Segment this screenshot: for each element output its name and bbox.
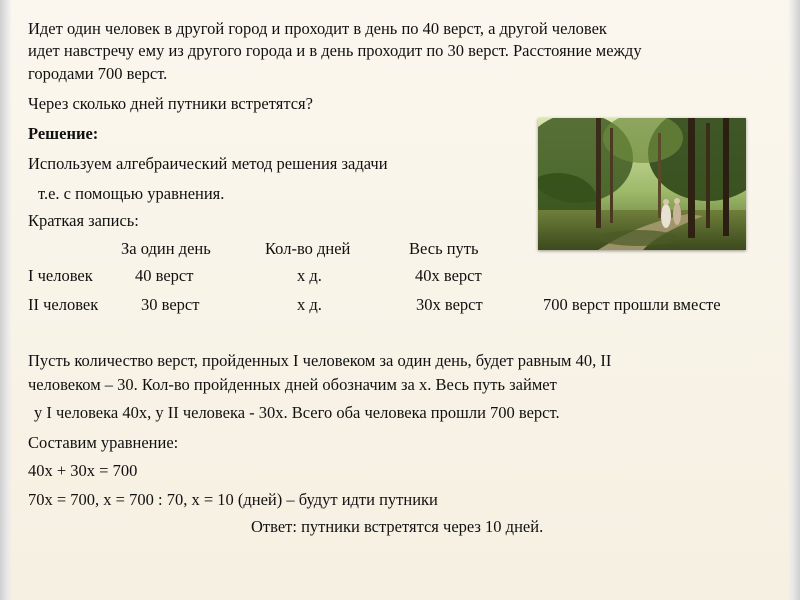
problem-line-3: городами 700 верст. (28, 64, 168, 83)
row1-total: 40х верст (415, 266, 482, 285)
equation-label: Составим уравнение: (28, 433, 179, 452)
problem-line-2: идет навстречу ему из другого города и в день проходит по 30 верст. Расстояние между (28, 41, 642, 60)
row1-days: х д. (297, 266, 322, 285)
slide-right-edge (788, 0, 800, 600)
row1-per-day: 40 верст (135, 266, 194, 285)
table-header-total: Весь путь (409, 239, 479, 258)
problem-line-1: Идет один человек в другой город и проходит в день по 40 верст, а другой человек (28, 19, 607, 38)
equation-1: 40х + 30х = 700 (28, 461, 138, 480)
row2-days: х д. (297, 295, 322, 314)
problem-question: Через сколько дней путники встретятся? (28, 94, 313, 113)
table-note: 700 верст прошли вместе (543, 295, 721, 314)
explanation-line-2: человеком – 30. Кол-во пройденных дней обозначим за х. Весь путь займет (28, 375, 557, 394)
method-line-2: т.е. с помощью уравнения. (38, 184, 225, 203)
forest-painting (538, 118, 746, 250)
equation-2: 70х = 700, х = 700 : 70, х = 10 (дней) – будут идти путники (28, 490, 438, 509)
row1-who: I человек (28, 266, 93, 285)
explanation-line-3: у I человека 40х, у II человека - 30х. Всего оба человека прошли 700 верст. (34, 403, 560, 422)
table-header-per-day: За один день (121, 239, 211, 258)
slide-left-edge (0, 0, 12, 600)
table-header-days: Кол-во дней (265, 239, 351, 258)
answer-text: Ответ: путники встретятся через 10 дней. (251, 517, 544, 536)
row2-per-day: 30 верст (141, 295, 200, 314)
forest-painting-image (538, 118, 746, 250)
row2-who: II человек (28, 295, 99, 314)
explanation-line-1: Пусть количество верст, пройденных I человеком за один день, будет равным 40, II (28, 351, 612, 370)
method-line-1: Используем алгебраический метод решения задачи (28, 154, 388, 173)
solution-heading: Решение: (28, 124, 99, 143)
summary-label: Краткая запись: (28, 211, 139, 230)
row2-total: 30х верст (416, 295, 483, 314)
